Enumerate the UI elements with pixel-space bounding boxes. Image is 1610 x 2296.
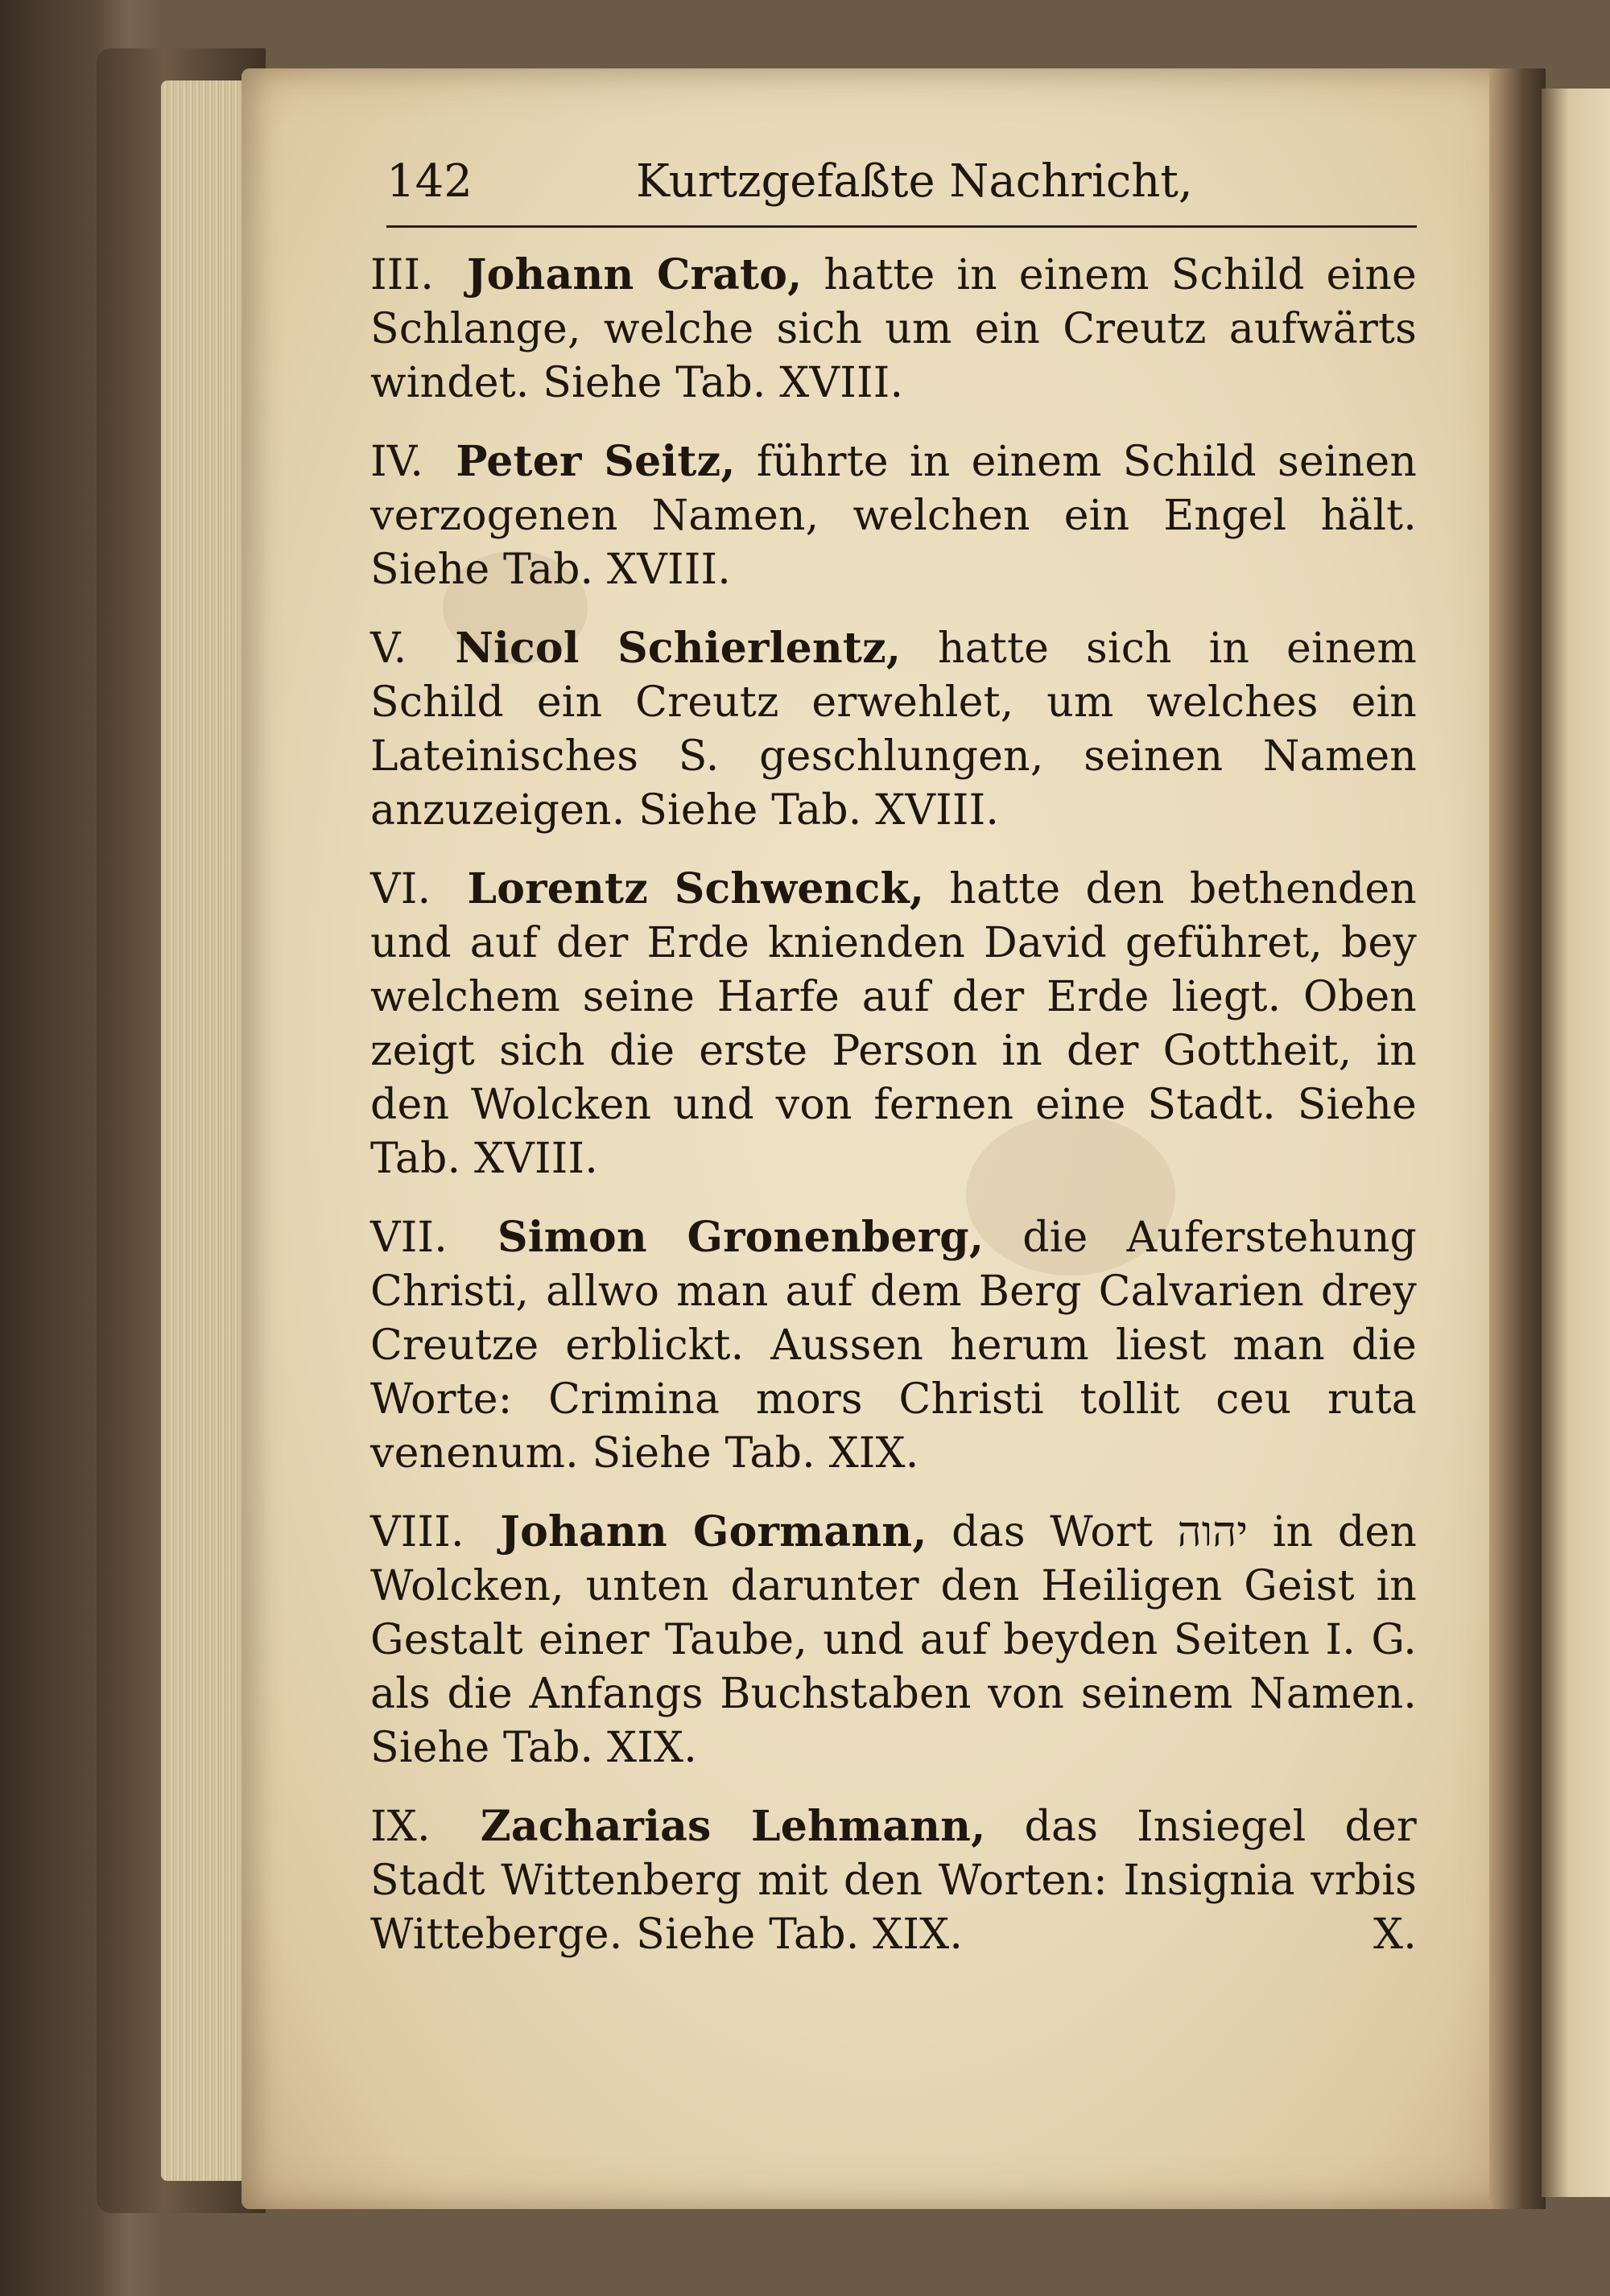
entry-text: hatte den bethenden und auf der Erde knienden David geführet, bey welchem seine Harfe auf der Erde liegt. Oben zeigt sich die erste Person in der Gottheit, in den Wolcken und von fernen eine Stadt. Siehe Tab. XVIII.	[370, 865, 1417, 1183]
entry-v	[370, 621, 1417, 838]
entry-iii	[370, 248, 1417, 410]
entry-numeral: VII.	[370, 1214, 448, 1262]
entry-name: Zacharias Lehmann,	[480, 1802, 986, 1851]
entry-numeral: III.	[370, 251, 434, 299]
entry-numeral: VIII.	[370, 1508, 464, 1556]
book-gutter	[1489, 68, 1546, 2209]
entry-vii	[370, 1210, 1417, 1481]
page-number: 142	[386, 155, 473, 208]
page-header	[370, 153, 1417, 225]
entry-name: Nicol Schierlentz,	[455, 624, 902, 673]
entry-vi	[370, 862, 1417, 1186]
entry-viii	[370, 1505, 1417, 1775]
entry-text: die Auferstehung Christi, allwo man auf dem Berg Calvarien drey Creutze erblickt. Aussen herum liest man die Worte: Crimina mors Christi tollit ceu ruta venenum. Siehe Tab. XIX.	[370, 1214, 1418, 1478]
entry-numeral: IX.	[370, 1803, 431, 1851]
entry-text: das Insiegel der Stadt Wittenberg mit den Worten: Insignia vrbis Witteberge. Siehe Tab. XIX.	[370, 1803, 1417, 1959]
entry-ix	[370, 1799, 1417, 1962]
facing-page-edge	[1542, 89, 1610, 2197]
entry-iv	[370, 435, 1417, 597]
entry-name: Peter Seitz,	[456, 437, 736, 486]
entry-text: das Wort יהוה in den Wolcken, unten darunter den Heiligen Geist in Gestalt einer Taube, und auf beyden Seiten I. G. als die Anfangs Buchstaben von seinem Namen. Siehe Tab. XIX.	[370, 1508, 1418, 1772]
running-head: Kurtzgefaßte Nachricht,	[636, 155, 1193, 208]
entry-numeral: IV.	[370, 438, 424, 486]
entry-text: führte in einem Schild seinen verzogenen Namen, welchen ein Engel hält. Siehe Tab. XVIII.	[370, 438, 1418, 594]
entry-name: Simon Gronenberg,	[497, 1213, 985, 1262]
entry-text: hatte in einem Schild eine Schlange, welche sich um ein Creutz aufwärts windet. Siehe Tab. XVIII.	[370, 251, 1418, 407]
entry-text: hatte sich in einem Schild ein Creutz erwehlet, um welches ein Lateinisches S. geschlungen, seinen Namen anzuzeigen. Siehe Tab. XVIII.	[370, 624, 1417, 835]
entry-name: Johann Gormann,	[500, 1507, 927, 1556]
entry-name: Johann Crato,	[466, 250, 803, 299]
page-text	[370, 153, 1417, 1986]
entry-name: Lorentz Schwenck,	[467, 864, 925, 913]
header-rule	[386, 225, 1417, 228]
entry-numeral: V.	[370, 624, 407, 673]
entry-numeral: VI.	[370, 865, 431, 913]
catchword: X.	[1373, 1911, 1417, 1959]
